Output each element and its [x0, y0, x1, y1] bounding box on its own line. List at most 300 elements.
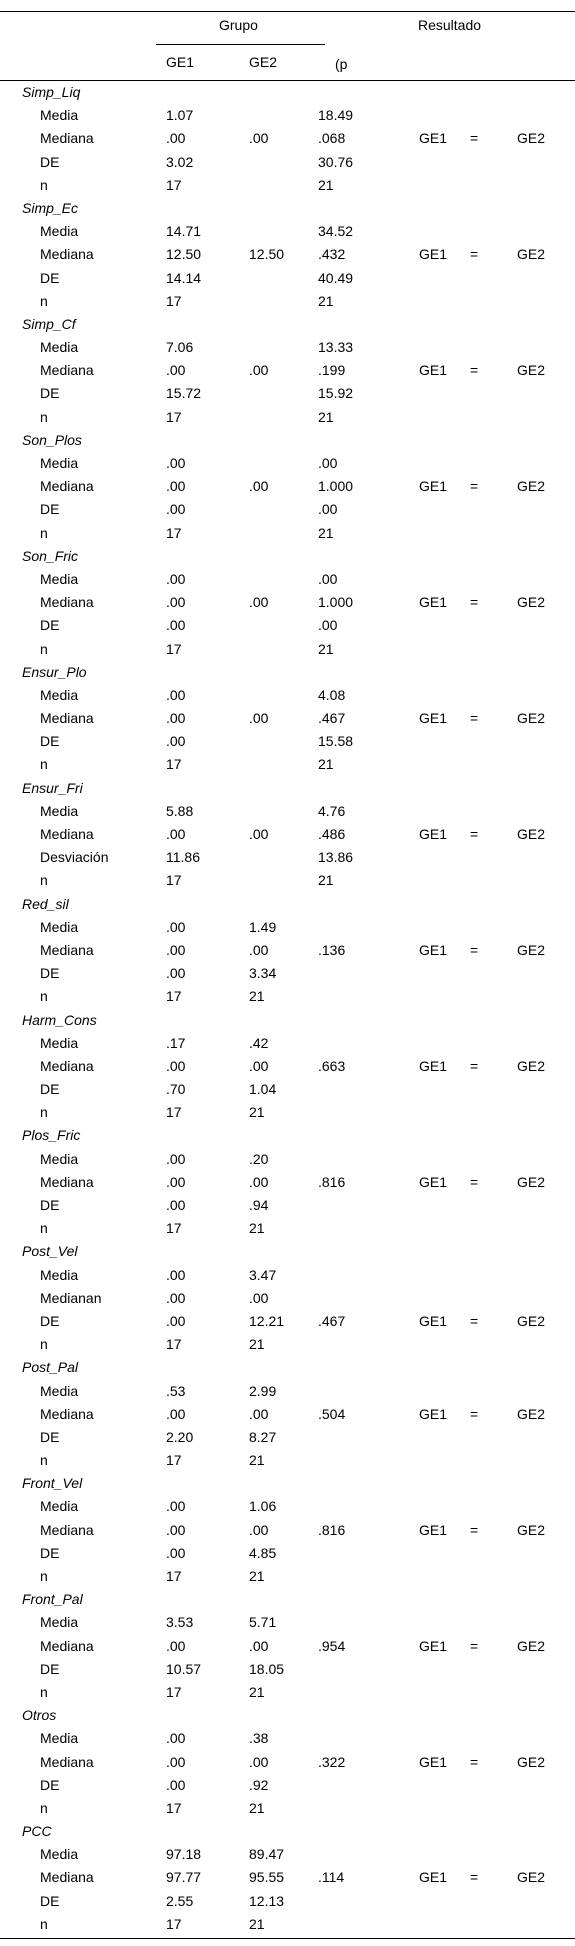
row-label: DE: [40, 385, 60, 402]
cell-ge2: 3.34: [249, 965, 277, 982]
row-label: Mediana: [40, 1405, 94, 1422]
cell-p: 1.000: [318, 594, 354, 611]
row-label: DE: [40, 617, 60, 634]
row-label: Desviación: [40, 849, 109, 866]
cell-ge1: 17: [166, 176, 182, 193]
cell-ge1: .00: [166, 455, 186, 471]
cell-result-ge1: GE1: [419, 1057, 448, 1074]
row-label: Media: [40, 918, 79, 935]
cell-ge2: 21: [249, 988, 265, 1005]
row-label: DE: [40, 153, 60, 170]
table-row: [0, 1519, 575, 1542]
table-row: [0, 151, 575, 174]
table-row: [0, 1542, 575, 1565]
cell-result-eq: =: [470, 1753, 479, 1770]
group-title-row: [0, 313, 575, 336]
cell-ge2: .00: [249, 1057, 269, 1074]
cell-ge2: .20: [249, 1150, 269, 1167]
group-title: Simp_Liq: [22, 84, 81, 100]
table-row: [0, 1101, 575, 1124]
cell-p: .663: [318, 1057, 346, 1074]
row-label: Media: [40, 1382, 79, 1399]
cell-p: .486: [318, 826, 346, 842]
cell-p: 13.86: [318, 849, 354, 866]
cell-result-eq: =: [470, 246, 479, 263]
row-label: Media: [40, 339, 79, 356]
table-row: [0, 382, 575, 405]
cell-ge1: 17: [166, 1799, 182, 1816]
cell-ge1: 17: [166, 1104, 182, 1121]
cell-p: 21: [318, 292, 334, 309]
row-label: Mediana: [40, 1637, 94, 1654]
cell-ge2: .00: [249, 1405, 269, 1422]
table-row: [0, 1055, 575, 1078]
cell-p: .954: [318, 1637, 346, 1654]
header-grupo: Grupo: [219, 17, 258, 33]
cell-ge1: 14.71: [166, 223, 202, 240]
cell-ge2: 8.27: [249, 1428, 277, 1445]
cell-p: 4.08: [318, 686, 346, 703]
row-label: n: [40, 872, 48, 889]
cell-ge2: .00: [249, 478, 269, 495]
cell-ge1: .00: [166, 1498, 186, 1515]
cell-ge2: .00: [249, 1753, 269, 1770]
group-title-row: [0, 1124, 575, 1147]
row-label: Media: [40, 107, 79, 124]
cell-ge1: .00: [166, 501, 186, 518]
row-label: DE: [40, 269, 60, 286]
table-row: [0, 1843, 575, 1866]
table-row: [0, 243, 575, 266]
table-row: [0, 1426, 575, 1449]
group-title-row: [0, 1704, 575, 1727]
cell-ge2: .00: [249, 1637, 269, 1654]
cell-result-ge1: GE1: [419, 1869, 448, 1886]
cell-ge2: .00: [249, 130, 269, 147]
table-row: [0, 336, 575, 359]
row-label: n: [40, 292, 48, 309]
row-label: Media: [40, 570, 79, 587]
row-label: Media: [40, 1846, 79, 1863]
table-row: [0, 1751, 575, 1774]
table-row: [0, 684, 575, 707]
row-label: Mediana: [40, 130, 94, 147]
row-label: Media: [40, 1150, 79, 1167]
group-title-row: [0, 893, 575, 916]
cell-result-ge1: GE1: [419, 710, 448, 727]
cell-ge1: .53: [166, 1382, 186, 1399]
table-row: [0, 359, 575, 382]
cell-ge2: 95.55: [249, 1869, 285, 1886]
table-row: [0, 1333, 575, 1356]
cell-ge1: 17: [166, 1220, 182, 1237]
cell-result-eq: =: [470, 1312, 479, 1329]
cell-result-ge2: GE2: [517, 1312, 546, 1329]
row-label: Media: [40, 1730, 79, 1747]
table-row: [0, 220, 575, 243]
cell-ge1: 17: [166, 1452, 182, 1469]
cell-ge1: .00: [166, 1173, 186, 1190]
table-row: [0, 568, 575, 591]
cell-p: 40.49: [318, 269, 354, 286]
table-body: [0, 81, 575, 1936]
row-label: DE: [40, 1197, 60, 1213]
cell-ge2: .00: [249, 1173, 269, 1190]
table-row: [0, 290, 575, 313]
cell-p: .00: [318, 617, 338, 634]
cell-p: 15.92: [318, 385, 354, 402]
cell-ge2: 2.99: [249, 1382, 277, 1399]
cell-ge1: 17: [166, 524, 182, 541]
cell-result-eq: =: [470, 941, 479, 958]
group-title: Front_Vel: [22, 1475, 83, 1492]
table-row: [0, 127, 575, 150]
cell-result-ge1: GE1: [419, 1173, 448, 1190]
table-row: [0, 1264, 575, 1287]
cell-result-eq: =: [470, 1057, 479, 1074]
cell-result-ge2: GE2: [517, 1057, 546, 1074]
row-label: n: [40, 1915, 48, 1932]
group-title: Plos_Fric: [22, 1127, 81, 1144]
group-title-row: [0, 777, 575, 800]
cell-p: 21: [318, 756, 334, 773]
row-label: DE: [40, 1428, 60, 1445]
group-title: Harm_Cons: [22, 1011, 97, 1028]
table-row: [0, 522, 575, 545]
table-row: [0, 707, 575, 730]
cell-ge1: 17: [166, 408, 182, 425]
cell-result-eq: =: [470, 1869, 479, 1886]
cell-ge2: 21: [249, 1220, 265, 1237]
header-p: (p: [335, 56, 348, 72]
cell-ge1: .00: [166, 965, 186, 982]
cell-ge1: 17: [166, 756, 182, 773]
row-label: Mediana: [40, 941, 94, 958]
group-title-row: [0, 1820, 575, 1843]
cell-result-ge1: GE1: [419, 1312, 448, 1329]
cell-ge1: .00: [166, 478, 186, 495]
cell-ge2: .00: [249, 1521, 269, 1538]
cell-result-ge2: GE2: [517, 362, 546, 379]
cell-p: 30.76: [318, 153, 354, 170]
cell-result-eq: =: [470, 594, 479, 611]
cell-p: .00: [318, 455, 338, 471]
group-title: Son_Plos: [22, 431, 82, 448]
cell-ge2: 89.47: [249, 1846, 285, 1863]
cell-result-ge1: GE1: [419, 826, 448, 842]
cell-ge1: 2.20: [166, 1428, 194, 1445]
row-label: Media: [40, 455, 79, 471]
table-row: [0, 475, 575, 498]
table-row: [0, 1635, 575, 1658]
row-label: DE: [40, 1892, 60, 1909]
cell-result-eq: =: [470, 1521, 479, 1538]
row-label: n: [40, 1104, 48, 1121]
table-row: [0, 1913, 575, 1936]
cell-ge1: .00: [166, 941, 186, 958]
group-title-row: [0, 661, 575, 684]
cell-ge1: .17: [166, 1034, 186, 1051]
cell-ge1: .00: [166, 1544, 186, 1561]
cell-ge1: .00: [166, 617, 186, 634]
row-label: n: [40, 1452, 48, 1469]
table-row: [0, 1403, 575, 1426]
table-row: [0, 985, 575, 1008]
cell-result-ge2: GE2: [517, 1869, 546, 1886]
cell-result-ge1: GE1: [419, 1753, 448, 1770]
cell-result-ge2: GE2: [517, 594, 546, 611]
table-row: [0, 452, 575, 475]
cell-ge1: .00: [166, 1197, 186, 1213]
cell-ge2: 12.50: [249, 246, 285, 263]
cell-ge2: 1.04: [249, 1081, 277, 1098]
cell-ge1: 3.53: [166, 1614, 194, 1631]
cell-ge1: 17: [166, 1683, 182, 1700]
cell-p: 13.33: [318, 339, 354, 356]
cell-p: .467: [318, 710, 346, 727]
cell-result-ge2: GE2: [517, 246, 546, 263]
cell-p: 21: [318, 408, 334, 425]
cell-result-ge1: GE1: [419, 941, 448, 958]
table-row: [0, 1495, 575, 1518]
cell-ge1: .00: [166, 1057, 186, 1074]
row-label: DE: [40, 965, 60, 982]
row-label: n: [40, 1220, 48, 1237]
cell-ge1: 17: [166, 1336, 182, 1353]
cell-ge2: .00: [249, 362, 269, 379]
cell-p: 4.76: [318, 802, 346, 819]
cell-ge2: .92: [249, 1776, 269, 1793]
cell-result-ge2: GE2: [517, 1173, 546, 1190]
cell-ge2: 21: [249, 1799, 265, 1816]
cell-ge1: .00: [166, 1637, 186, 1654]
row-label: Mediana: [40, 1057, 94, 1074]
cell-p: 21: [318, 872, 334, 889]
table-row: [0, 869, 575, 892]
cell-p: 21: [318, 524, 334, 541]
cell-ge2: .38: [249, 1730, 269, 1747]
group-title: PCC: [22, 1823, 52, 1840]
row-label: Media: [40, 1034, 79, 1051]
cell-result-eq: =: [470, 478, 479, 495]
cell-result-ge2: GE2: [517, 478, 546, 495]
cell-ge2: 12.13: [249, 1892, 285, 1909]
group-title: Post_Vel: [22, 1243, 78, 1260]
table-row: [0, 406, 575, 429]
cell-ge2: .00: [249, 594, 269, 611]
cell-ge1: .00: [166, 733, 186, 750]
cell-ge1: 17: [166, 872, 182, 889]
cell-ge2: 1.06: [249, 1498, 277, 1515]
row-label: Media: [40, 1266, 79, 1283]
group-title: Son_Fric: [22, 547, 79, 564]
group-title: Otros: [22, 1707, 57, 1724]
cell-ge1: .00: [166, 130, 186, 147]
cell-ge1: .00: [166, 1266, 186, 1283]
row-label: n: [40, 524, 48, 541]
cell-ge1: 11.86: [166, 849, 200, 866]
cell-result-ge2: GE2: [517, 1405, 546, 1422]
row-label: DE: [40, 501, 60, 518]
cell-p: .00: [318, 501, 338, 518]
cell-ge2: 5.71: [249, 1614, 277, 1631]
row-label: n: [40, 1683, 48, 1700]
cell-ge2: 4.85: [249, 1544, 277, 1561]
group-title-row: [0, 1472, 575, 1495]
table-row: [0, 1148, 575, 1171]
cell-ge1: .00: [166, 1753, 186, 1770]
cell-ge1: .00: [166, 1776, 186, 1793]
cell-ge1: .00: [166, 1312, 186, 1329]
cell-ge1: 97.18: [166, 1846, 202, 1863]
cell-result-ge1: GE1: [419, 1405, 448, 1422]
cell-p: .00: [318, 570, 338, 587]
table-row: [0, 1611, 575, 1634]
cell-ge1: 1.07: [166, 107, 194, 124]
table-row: [0, 1774, 575, 1797]
table-row: [0, 823, 575, 846]
cell-ge1: 3.02: [166, 153, 194, 170]
group-title: Ensur_Fri: [22, 779, 83, 796]
table-row: [0, 1032, 575, 1055]
row-label: DE: [40, 733, 60, 750]
group-title-row: [0, 1240, 575, 1263]
cell-ge2: 21: [249, 1915, 265, 1932]
cell-p: .136: [318, 941, 346, 958]
table-row: [0, 1890, 575, 1913]
row-label: Media: [40, 1498, 79, 1515]
cell-ge2: .00: [249, 941, 269, 958]
table-row: [0, 591, 575, 614]
table-row: [0, 1449, 575, 1472]
row-label: Mediana: [40, 826, 94, 842]
cell-ge2: 21: [249, 1336, 265, 1353]
group-title: Simp_Cf: [22, 315, 76, 332]
row-label: Mediana: [40, 246, 94, 263]
table-row: [0, 1797, 575, 1820]
row-label: Media: [40, 802, 79, 819]
cell-ge1: 97.77: [166, 1869, 202, 1886]
cell-ge1: .00: [166, 710, 186, 727]
table-row: [0, 104, 575, 127]
table-row: [0, 1565, 575, 1588]
table-header: [0, 11, 575, 81]
cell-result-eq: =: [470, 1173, 479, 1190]
cell-p: .199: [318, 362, 346, 379]
cell-ge2: .42: [249, 1034, 269, 1051]
cell-ge1: .00: [166, 1289, 186, 1306]
group-title-row: [0, 1356, 575, 1379]
cell-p: 18.49: [318, 107, 354, 124]
row-label: Media: [40, 1614, 79, 1631]
table-row: [0, 1658, 575, 1681]
row-label: Medianan: [40, 1289, 102, 1306]
cell-ge1: 14.14: [166, 269, 202, 286]
group-title: Front_Pal: [22, 1591, 83, 1608]
group-title-row: [0, 81, 575, 104]
table-row: [0, 614, 575, 637]
cell-p: .068: [318, 130, 346, 147]
row-label: n: [40, 640, 48, 657]
row-label: DE: [40, 1776, 60, 1793]
table-row: [0, 638, 575, 661]
cell-ge1: 2.55: [166, 1892, 194, 1909]
cell-ge1: .00: [166, 1150, 186, 1167]
group-title-row: [0, 1009, 575, 1032]
cell-result-ge2: GE2: [517, 1753, 546, 1770]
table-row: [0, 1727, 575, 1750]
cell-result-ge2: GE2: [517, 1637, 546, 1654]
cell-ge1: 17: [166, 988, 182, 1005]
group-title: Post_Pal: [22, 1359, 79, 1376]
group-title-row: [0, 197, 575, 220]
table-row: [0, 939, 575, 962]
table-row: [0, 916, 575, 939]
cell-ge2: 18.05: [249, 1660, 285, 1677]
row-label: Mediana: [40, 1521, 94, 1538]
cell-p: 21: [318, 640, 334, 657]
cell-result-eq: =: [470, 362, 479, 379]
cell-p: 15.58: [318, 733, 354, 750]
cell-ge1: .00: [166, 570, 186, 587]
cell-result-eq: =: [470, 1637, 479, 1654]
cell-result-ge2: GE2: [517, 941, 546, 958]
cell-ge1: 5.88: [166, 802, 194, 819]
table-bottom-rule: [0, 1938, 575, 1939]
table-row: [0, 800, 575, 823]
row-label: DE: [40, 1081, 60, 1098]
group-title: Red_sil: [22, 895, 69, 912]
cell-result-eq: =: [470, 710, 479, 727]
row-label: n: [40, 176, 48, 193]
cell-result-ge1: GE1: [419, 130, 448, 147]
cell-result-ge1: GE1: [419, 478, 448, 495]
row-label: DE: [40, 1544, 60, 1561]
cell-ge1: 17: [166, 640, 182, 657]
cell-ge2: .00: [249, 826, 269, 842]
table-row: [0, 1217, 575, 1240]
row-label: Mediana: [40, 478, 94, 495]
cell-p: .322: [318, 1753, 346, 1770]
cell-ge1: .00: [166, 1521, 186, 1538]
group-title: Simp_Ec: [22, 199, 79, 216]
cell-ge1: 15.72: [166, 385, 202, 402]
group-title-row: [0, 1588, 575, 1611]
cell-result-eq: =: [470, 130, 479, 147]
row-label: n: [40, 1568, 48, 1584]
table-row: [0, 498, 575, 521]
cell-result-ge1: GE1: [419, 246, 448, 263]
cell-result-ge2: GE2: [517, 710, 546, 727]
cell-result-ge1: GE1: [419, 594, 448, 611]
table-row: [0, 1171, 575, 1194]
cell-ge1: 17: [166, 292, 182, 309]
table-row: [0, 1310, 575, 1333]
row-label: n: [40, 408, 48, 425]
table-row: [0, 1194, 575, 1217]
cell-ge1: 12.50: [166, 246, 202, 263]
group-title-row: [0, 429, 575, 452]
cell-p: .467: [318, 1312, 346, 1329]
row-label: Mediana: [40, 594, 94, 611]
cell-ge1: 10.57: [166, 1660, 202, 1677]
header-grupo-rule: [156, 44, 325, 45]
cell-result-ge1: GE1: [419, 1521, 448, 1538]
row-label: n: [40, 1336, 48, 1353]
table-row: [0, 753, 575, 776]
cell-ge1: .00: [166, 686, 186, 703]
row-label: Mediana: [40, 710, 94, 727]
